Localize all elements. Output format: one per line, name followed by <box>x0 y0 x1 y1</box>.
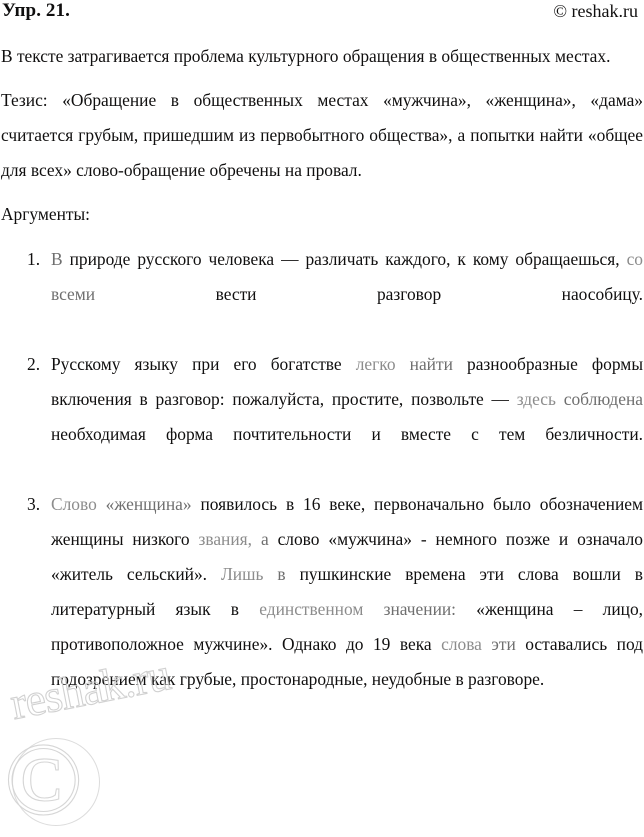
exercise-title: Упр. 21. <box>2 0 70 21</box>
list-item-marker: 3. <box>27 494 41 514</box>
reshak-watermark <box>0 648 180 837</box>
copyright-notice: © reshak.ru <box>553 1 638 21</box>
arguments-list <box>1 242 643 697</box>
watermark-ring <box>12 738 100 826</box>
list-item-marker: 1. <box>27 249 41 269</box>
list-item-text: В природе русского человека — различать каждого, к кому обращаешься, со всеми вести разговор наособицу. <box>51 249 643 304</box>
list-item-text: Русскому языку при его богатстве легко найти разнообразные формы включения в разговор: пожалуйста, простите, позвольте — здесь соблюдена необходимая форма почтительности и вместе с тем безличности. <box>51 354 644 444</box>
copyright-symbol-icon: © <box>4 722 84 837</box>
list-item <box>1 242 643 347</box>
thesis-paragraph: Тезис: «Обращение в общественных местах «мужчина», «женщина», «дама» считается грубым, пришедшим из первобытного общества», а попытки найти «общее для всех» слово-обращение обречены на провал. <box>1 90 643 180</box>
arguments-heading: Аргументы: <box>1 204 90 224</box>
list-item-text: Слово «женщина» появилось в 16 веке, первоначально было обозначением женщины низкого звания, а слово «мужчина» - немного позже и означало «житель сельский». Лишь в пушкинские времена эти слова вошли в литературный язык в единственном значении: «женщина – лицо, противоположное мужчине». Однако до 19 века слова эти оставались под подозрением как грубые, простонародные, неудобные в разговоре. <box>51 494 643 689</box>
list-item-marker: 2. <box>27 354 41 374</box>
watermark-text: reshak.ru <box>6 648 174 730</box>
intro-paragraph: В тексте затрагивается проблема культурного обращения в общественных местах. <box>1 46 611 66</box>
list-item <box>1 487 643 697</box>
page-header <box>1 0 643 30</box>
list-item <box>1 347 643 487</box>
